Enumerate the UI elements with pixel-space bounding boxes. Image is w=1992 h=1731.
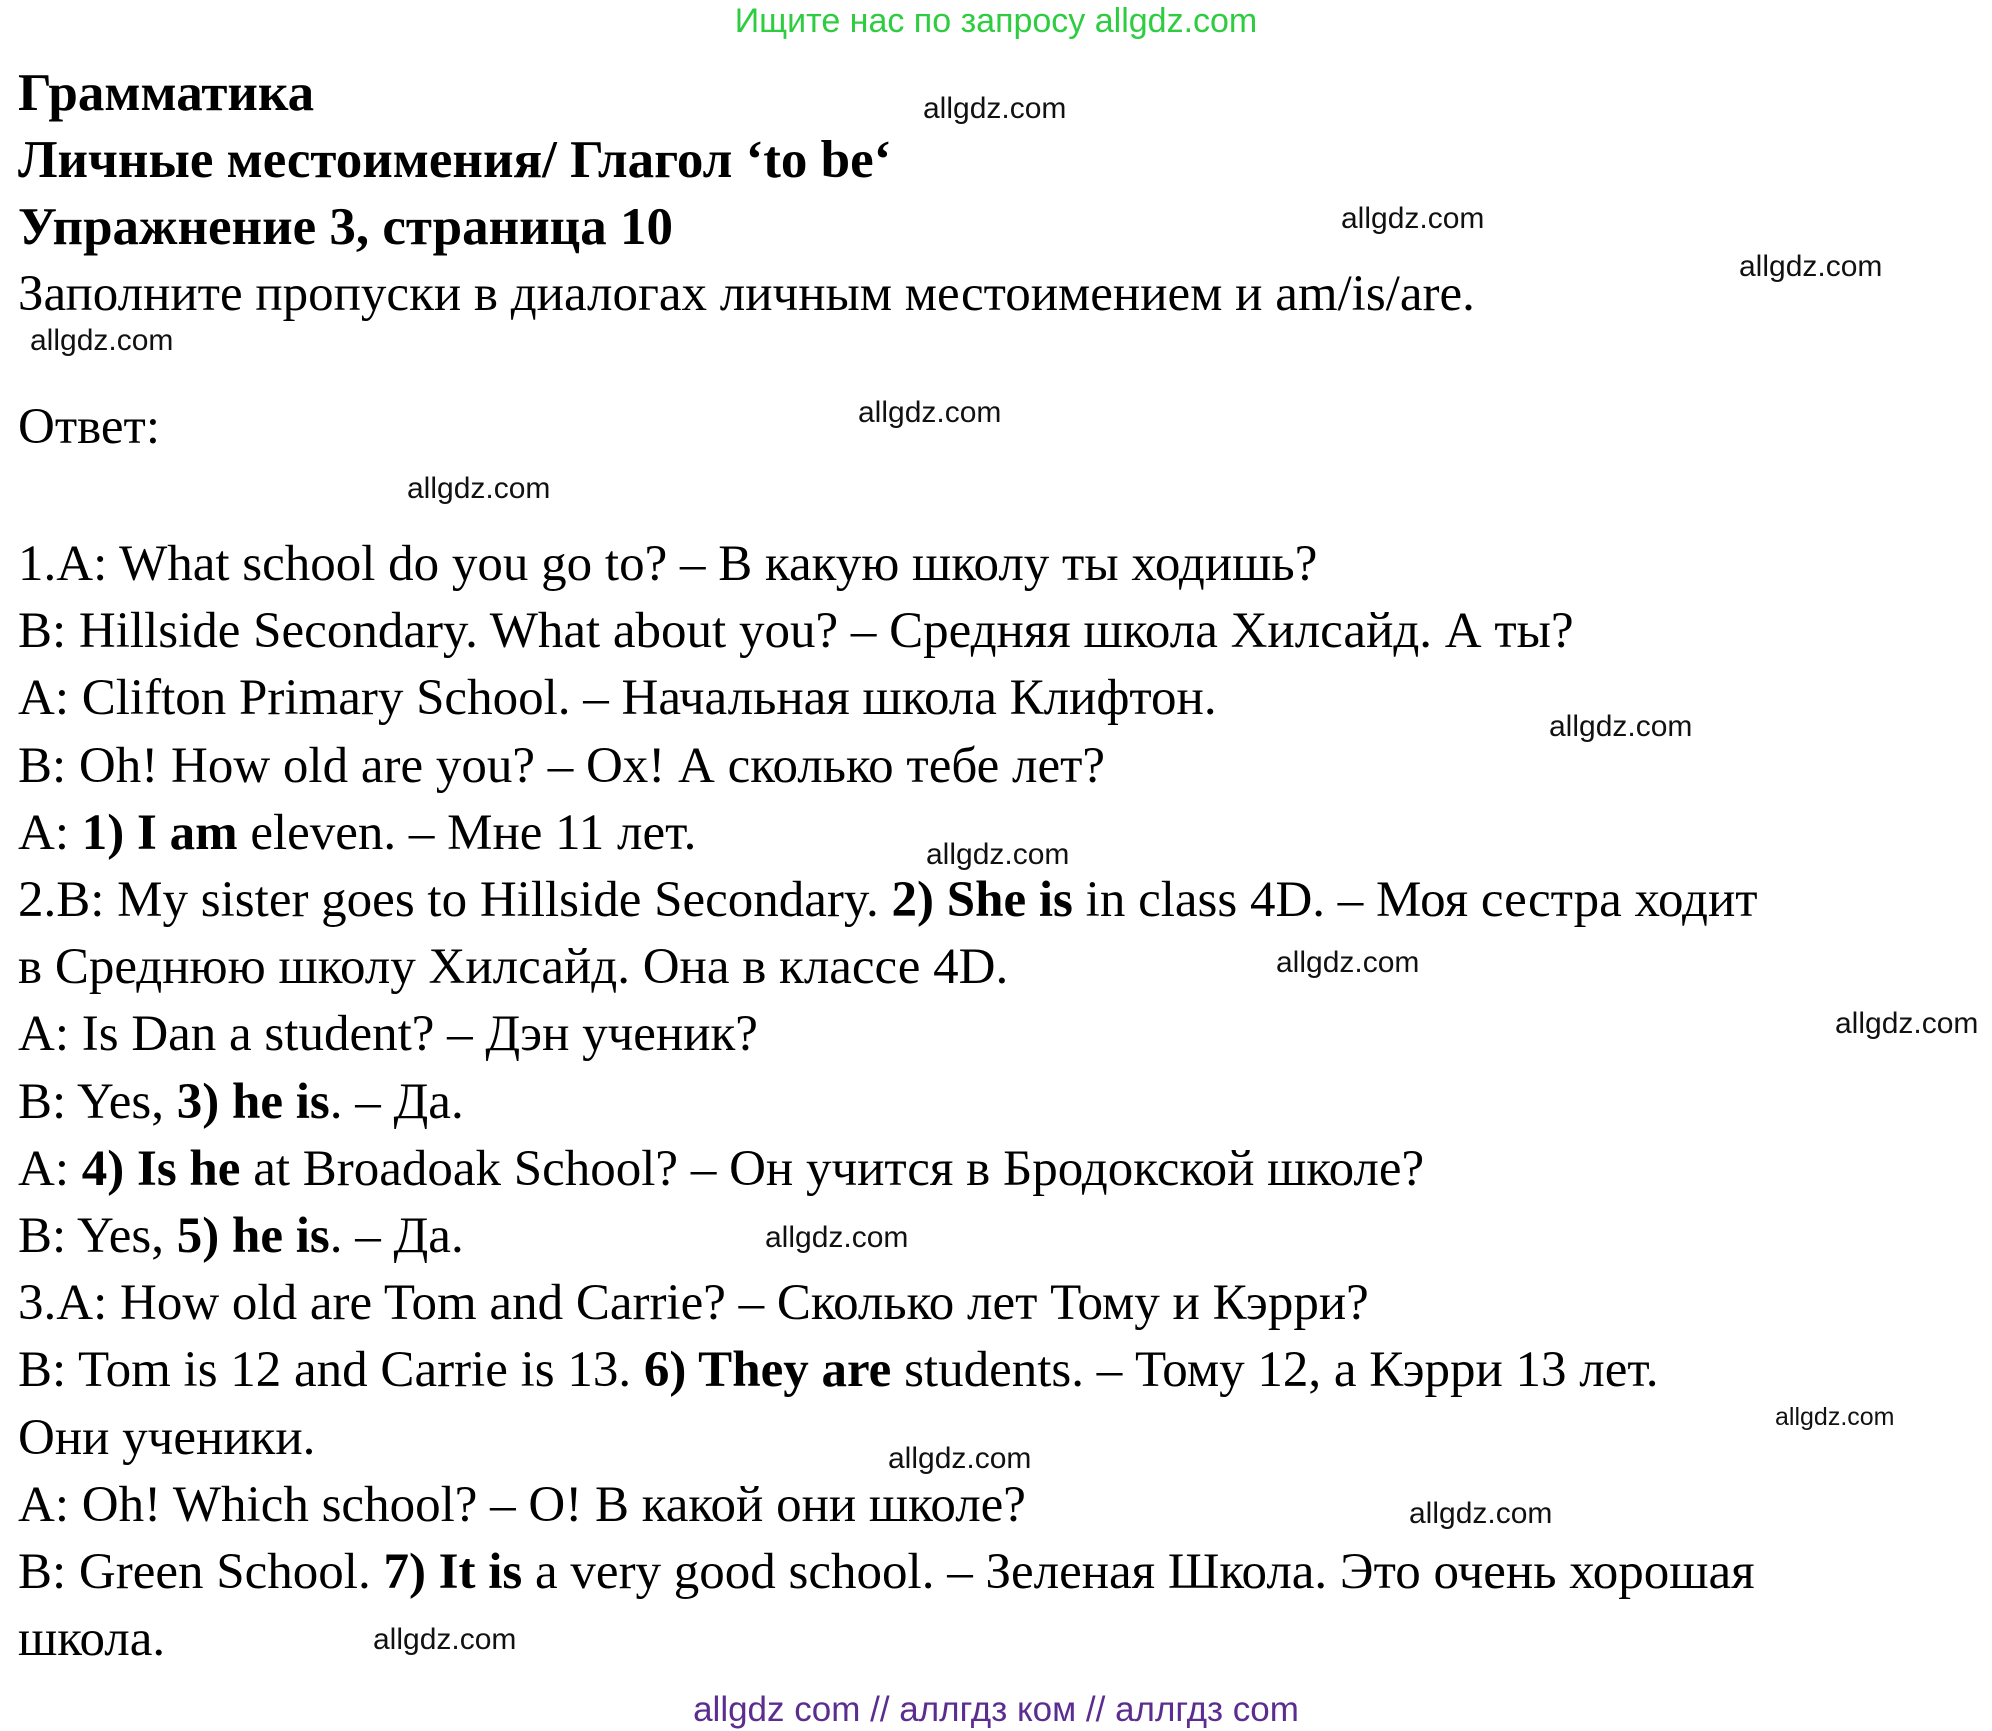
- dialogue-line: Они ученики.: [18, 1409, 316, 1466]
- watermark: allgdz.com: [1549, 710, 1693, 743]
- dialogue-line: 2.B: My sister goes to Hillside Secondary. 2) She is in class 4D. – Моя сестра ходит: [18, 872, 1758, 929]
- answer-1: 1) I am: [81, 804, 238, 861]
- dialogue-line: B: Tom is 12 and Carrie is 13. 6) They are students. – Тому 12, а Кэрри 13 лет.: [18, 1342, 1659, 1399]
- dialogue-line: A: Clifton Primary School. – Начальная школа Клифтон.: [18, 670, 1217, 727]
- watermark: allgdz.com: [1276, 946, 1420, 979]
- topic-title: Личные местоимения/ Глагол ‘to be‘: [18, 131, 892, 189]
- dialogue-line: A: Oh! Which school? – О! В какой они школе?: [18, 1476, 1026, 1533]
- watermark: allgdz.com: [888, 1442, 1032, 1475]
- exercise-title: Упражнение 3, страница 10: [18, 198, 673, 256]
- watermark: allgdz.com: [1739, 250, 1883, 283]
- task-instruction: Заполните пропуски в диалогах личным местоимением и am/is/are.: [18, 266, 1475, 322]
- answer-7: 7) It is: [383, 1544, 523, 1601]
- watermark: allgdz.com: [765, 1221, 909, 1254]
- watermark: allgdz.com: [1775, 1403, 1895, 1431]
- dialogue-line: 1.A: What school do you go to? – В какую школу ты ходишь?: [18, 536, 1318, 592]
- dialogue-line: A: Is Dan a student? – Дэн ученик?: [18, 1006, 758, 1063]
- dialogue-line: A: 4) Is he at Broadoak School? – Он учится в Бродокской школе?: [18, 1140, 1425, 1197]
- top-banner: Ищите нас по запросу allgdz.com: [734, 2, 1258, 40]
- watermark: allgdz.com: [926, 838, 1070, 871]
- answer-label: Ответ:: [18, 399, 160, 455]
- watermark: allgdz.com: [373, 1623, 517, 1656]
- watermark: allgdz.com: [1341, 202, 1485, 235]
- answer-2: 2) She is: [891, 872, 1073, 929]
- section-title: Грамматика: [18, 64, 315, 122]
- answer-3: 3) he is: [176, 1073, 330, 1130]
- answer-4: 4) Is he: [81, 1140, 241, 1197]
- answer-5: 5) he is: [176, 1208, 330, 1265]
- dialogue-line: в Среднюю школу Хилсайд. Она в классе 4D.: [18, 939, 1009, 996]
- watermark: allgdz.com: [858, 396, 1002, 429]
- dialogue-line: B: Yes, 5) he is. – Да.: [18, 1208, 464, 1265]
- answer-6: 6) They are: [643, 1342, 892, 1399]
- dialogue-line: B: Green School. 7) It is a very good school. – Зеленая Школа. Это очень хорошая: [18, 1544, 1755, 1601]
- watermark: allgdz.com: [407, 472, 551, 505]
- watermark: allgdz.com: [1835, 1007, 1979, 1040]
- footer-links: allgdz com // аллгдз ком // аллгдз com: [693, 1690, 1299, 1729]
- answer-dialogue: [18, 531, 1978, 1673]
- dialogue-line: B: Yes, 3) he is. – Да.: [18, 1073, 464, 1130]
- watermark: allgdz.com: [30, 324, 174, 357]
- watermark: allgdz.com: [1409, 1497, 1553, 1530]
- dialogue-line: школа.: [18, 1611, 166, 1668]
- watermark: allgdz.com: [923, 92, 1067, 125]
- dialogue-line: B: Hillside Secondary. What about you? – Средняя школа Хилсайд. А ты?: [18, 603, 1574, 660]
- dialogue-line: B: Oh! How old are you? – Ох! А сколько тебе лет?: [18, 737, 1106, 794]
- dialogue-line: A: 1) I am eleven. – Мне 11 лет.: [18, 804, 697, 861]
- dialogue-line: 3.A: How old are Tom and Carrie? – Сколько лет Тому и Кэрри?: [18, 1275, 1369, 1332]
